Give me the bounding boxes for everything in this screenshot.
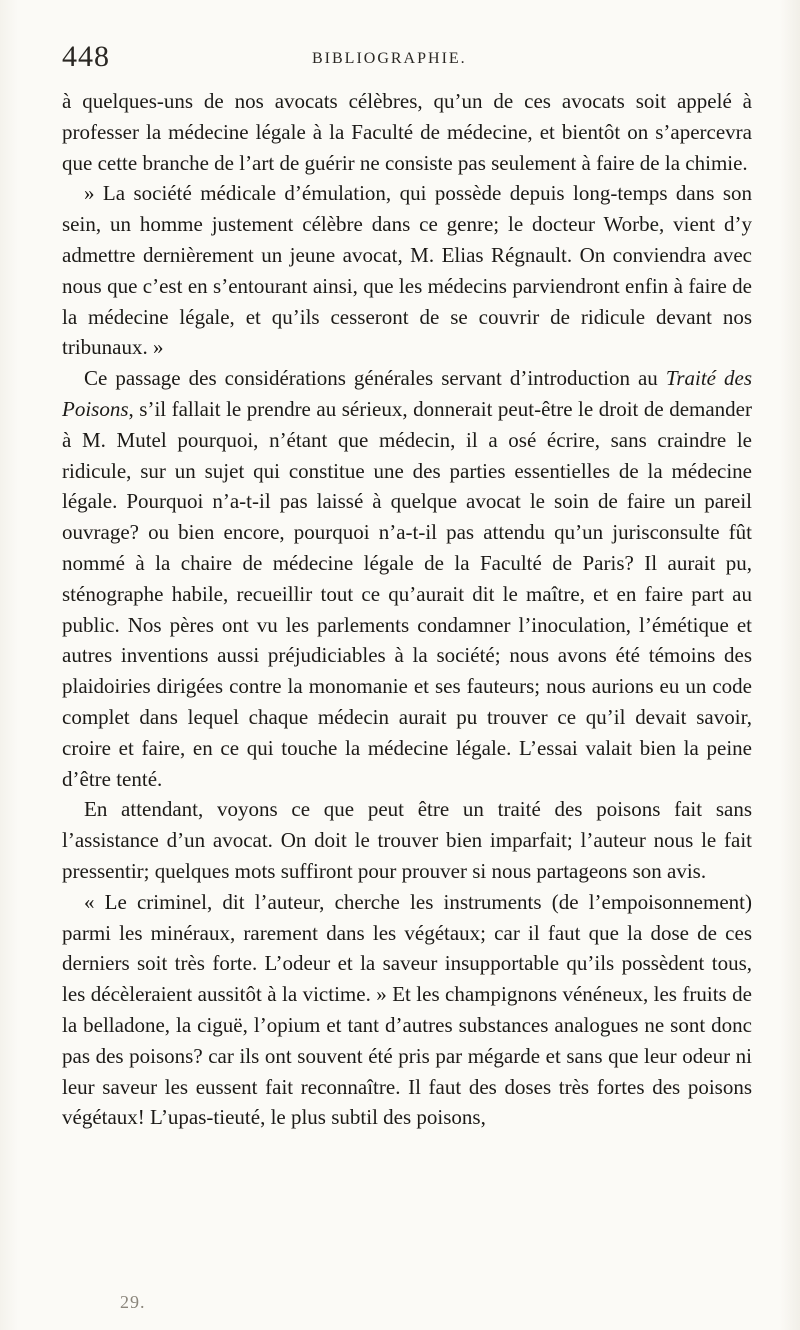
running-head: BIBLIOGRAPHIE. <box>312 50 467 67</box>
paragraph-text: Ce passage des considérations générales servant d’introduction au <box>84 366 666 391</box>
paragraph-text: » La société médicale d’émulation, qui possède depuis long-temps dans son sein, un homme justement célèbre dans ce genre; le docteur Worbe, vient d’y admettre dernièrement un jeune avocat, M. Elias Régnault. On conviendra avec nous que c’est en s’entourant ainsi, que les médecins parviendront enfin à faire de la médecine légale, et qu’ils cesseront de se couvrir de ridicule devant nos tribunaux. » <box>62 181 752 360</box>
paragraph-text: à quelques-uns de nos avocats célèbres, qu’un de ces avocats soit appelé à professer la médecine légale à la Faculté de médecine, et bientôt on s’apercevra que cette branche de l’art de guérir ne consiste pas seulement à faire de la chimie. <box>62 89 752 175</box>
paragraph <box>62 887 752 1133</box>
paragraph-text: « Le criminel, dit l’auteur, cherche les instruments (de l’empoisonnement) parmi les minéraux, rarement dans les végétaux; car il faut que la dose de ces derniers soit très forte. L’odeur et la saveur insupportable qu’ils possèdent tous, les décèleraient aussitôt à la victime. » Et les champignons vénéneux, les fruits de la belladone, la ciguë, l’opium et tant d’autres substances analogues ne sont donc pas des poisons? car ils ont souvent été pris par mégarde et sans que leur odeur ni leur saveur les eussent fait reconnaître. Il faut des doses très fortes des poisons végétaux! L’upas-tieuté, le plus subtil des poisons, <box>62 889 752 1130</box>
paragraph <box>62 178 752 363</box>
body-text <box>62 86 752 1133</box>
paragraph-text: , s’il fallait le prendre au sérieux, donnerait peut-être le droit de demander à M. Mutel pourquoi, n’étant que médecin, il a osé écrire, sans craindre le ridicule, sur un sujet qui constitue une des parties essentielles de la médecine légale. Pourquoi n’a-t-il pas laissé à quelque avocat le soin de faire un pareil ouvrage? ou bien encore, pourquoi n’a-t-il pas attendu qu’un jurisconsulte fût nommé à la chaire de médecine légale de la Faculté de Paris? Il aurait pu, sténographe habile, recueillir tout ce qu’aurait dit le maître, et en faire part au public. Nos pères ont vu les parlements condamner l’inoculation, l’émétique et autres inventions aussi préjudiciables à la société; nous avons été témoins des plaidoiries dirigées contre la monomanie et ses fauteurs; nous aurions eu un code complet dans lequel chaque médecin aurait pu trouver ce qu’il devait savoir, croire et faire, en ce qui touche la médecine légale. L’essai valait bien la peine d’être tenté. <box>62 396 752 791</box>
paragraph <box>62 363 752 794</box>
book-title: Traité des Poisons <box>62 366 752 421</box>
signature-mark: 29. <box>120 1292 146 1312</box>
paragraph-text: En attendant, voyons ce que peut être un traité des poisons fait sans l’assistance d’un avocat. On doit le trouver bien imparfait; l’auteur nous le fait pressentir; quelques mots suffiront pour prouver si nous partageons son avis. <box>62 797 752 883</box>
paragraph <box>62 794 752 886</box>
page-header <box>62 40 752 80</box>
paragraph <box>62 86 752 178</box>
page-number: 448 <box>62 40 110 73</box>
